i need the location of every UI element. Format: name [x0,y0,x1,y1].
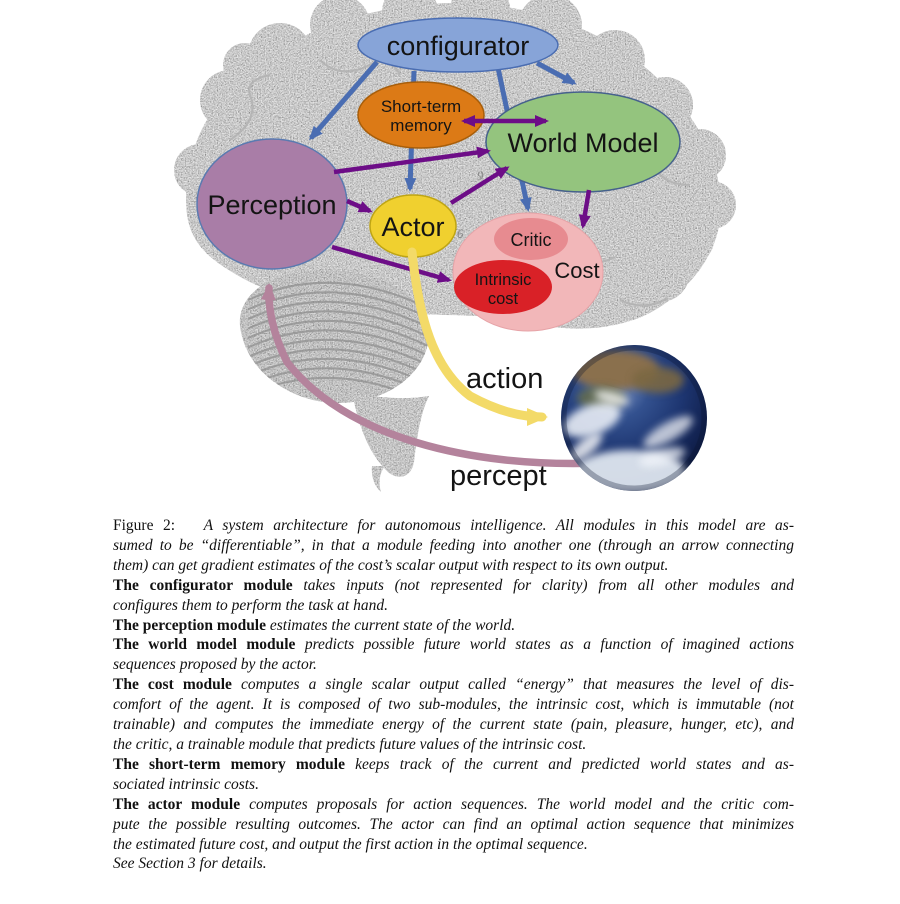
caption-segment-roman: Figure 2: [113,517,204,534]
caption-segment-italic: computes a single scalar output called “energy” that measures the level of dis- [231,676,794,694]
caption-segment-italic: the estimated future cost, and output the first action in the optimal sequence. [113,835,588,853]
brainstem-strand [372,466,385,492]
caption-segment-bold: The short-term memory module [113,755,345,773]
caption-segment-italic: keeps track of the current and predicted world states and as- [344,755,794,773]
percept-label: percept [450,460,547,492]
caption-line [113,616,794,636]
actor-label: Actor [381,212,445,242]
short-term-memory-label-line2: memory [390,116,452,135]
etching-digit-9: 9 [477,168,484,183]
caption-segment-italic: the critic, a trainable module that predicts future values of the intrinsic cost. [113,735,587,753]
caption-segment-bold: The perception module [113,616,266,634]
action-label: action [466,363,544,395]
caption-line [113,835,794,855]
caption-segment-italic: them) can get gradient estimates of the cost’s scalar output with respect to its own output. [113,556,669,574]
caption-line [113,516,794,536]
caption-segment-italic: comfort of the agent. It is composed of two sub-modules, the intrinsic cost, which is immutable (not [113,696,794,714]
short-term-memory-label-line1: Short-term [380,97,462,116]
caption-segment-italic: trainable) and computes the immediate energy of the current state (pain, pleasure, hunger, etc), and [113,716,794,734]
caption-line [113,795,794,815]
caption-segment-italic: predicts possible future world states as a function of imagined actions [295,636,794,654]
caption-line [113,635,794,655]
etching-digit-6: 6 [457,226,464,241]
caption-segment-italic: sociated intrinsic costs. [113,775,259,793]
critic-label: Critic [510,230,552,250]
caption-segment-italic: A system architecture for autonomous intelligence. All modules in this model are as- [203,517,795,534]
caption-line [113,675,794,695]
configurator-label: configurator [386,31,530,61]
figure-caption [113,516,794,874]
caption-line [113,755,794,775]
caption-line [113,576,794,596]
caption-line [113,854,794,874]
intrinsic-cost-label-line1: Intrinsic [474,271,532,289]
caption-segment-italic: sumed to be “differentiable”, in that a module feeding into another one (through an arrow connecting [113,536,794,554]
cost-module-group [453,213,603,331]
caption-segment-italic: estimates the current state of the world. [266,616,516,634]
caption-segment-bold: The configurator module [113,576,293,594]
caption-segment-italic: sequences proposed by the actor. [113,656,317,674]
caption-segment-italic: takes inputs (not represented for clarity) from all other modules and [292,576,795,594]
caption-line [113,596,794,616]
caption-segment-italic: See Section 3 for details. [113,855,267,873]
intrinsic-cost-label-line2: cost [487,290,519,308]
caption-segment-bold: The actor module [113,795,241,813]
caption-line [113,536,794,556]
caption-line [113,815,794,835]
caption-line [113,715,794,735]
caption-segment-bold: The cost module [113,676,232,694]
caption-line [113,556,794,576]
caption-segment-italic: configures them to perform the task at hand. [113,596,388,614]
caption-line [113,775,794,795]
caption-line [113,735,794,755]
earth-image [559,345,707,494]
cost-label: Cost [554,258,600,283]
caption-line [113,655,794,675]
caption-line [113,695,794,715]
caption-segment-bold: The world model module [113,636,296,654]
perception-label: Perception [207,190,337,220]
caption-segment-italic: pute the possible resulting outcomes. The actor can find an optimal action sequence that minimizes [113,815,794,833]
caption-segment-italic: computes proposals for action sequences. The world model and the critic com- [240,795,794,813]
world-model-label: World Model [507,128,659,158]
